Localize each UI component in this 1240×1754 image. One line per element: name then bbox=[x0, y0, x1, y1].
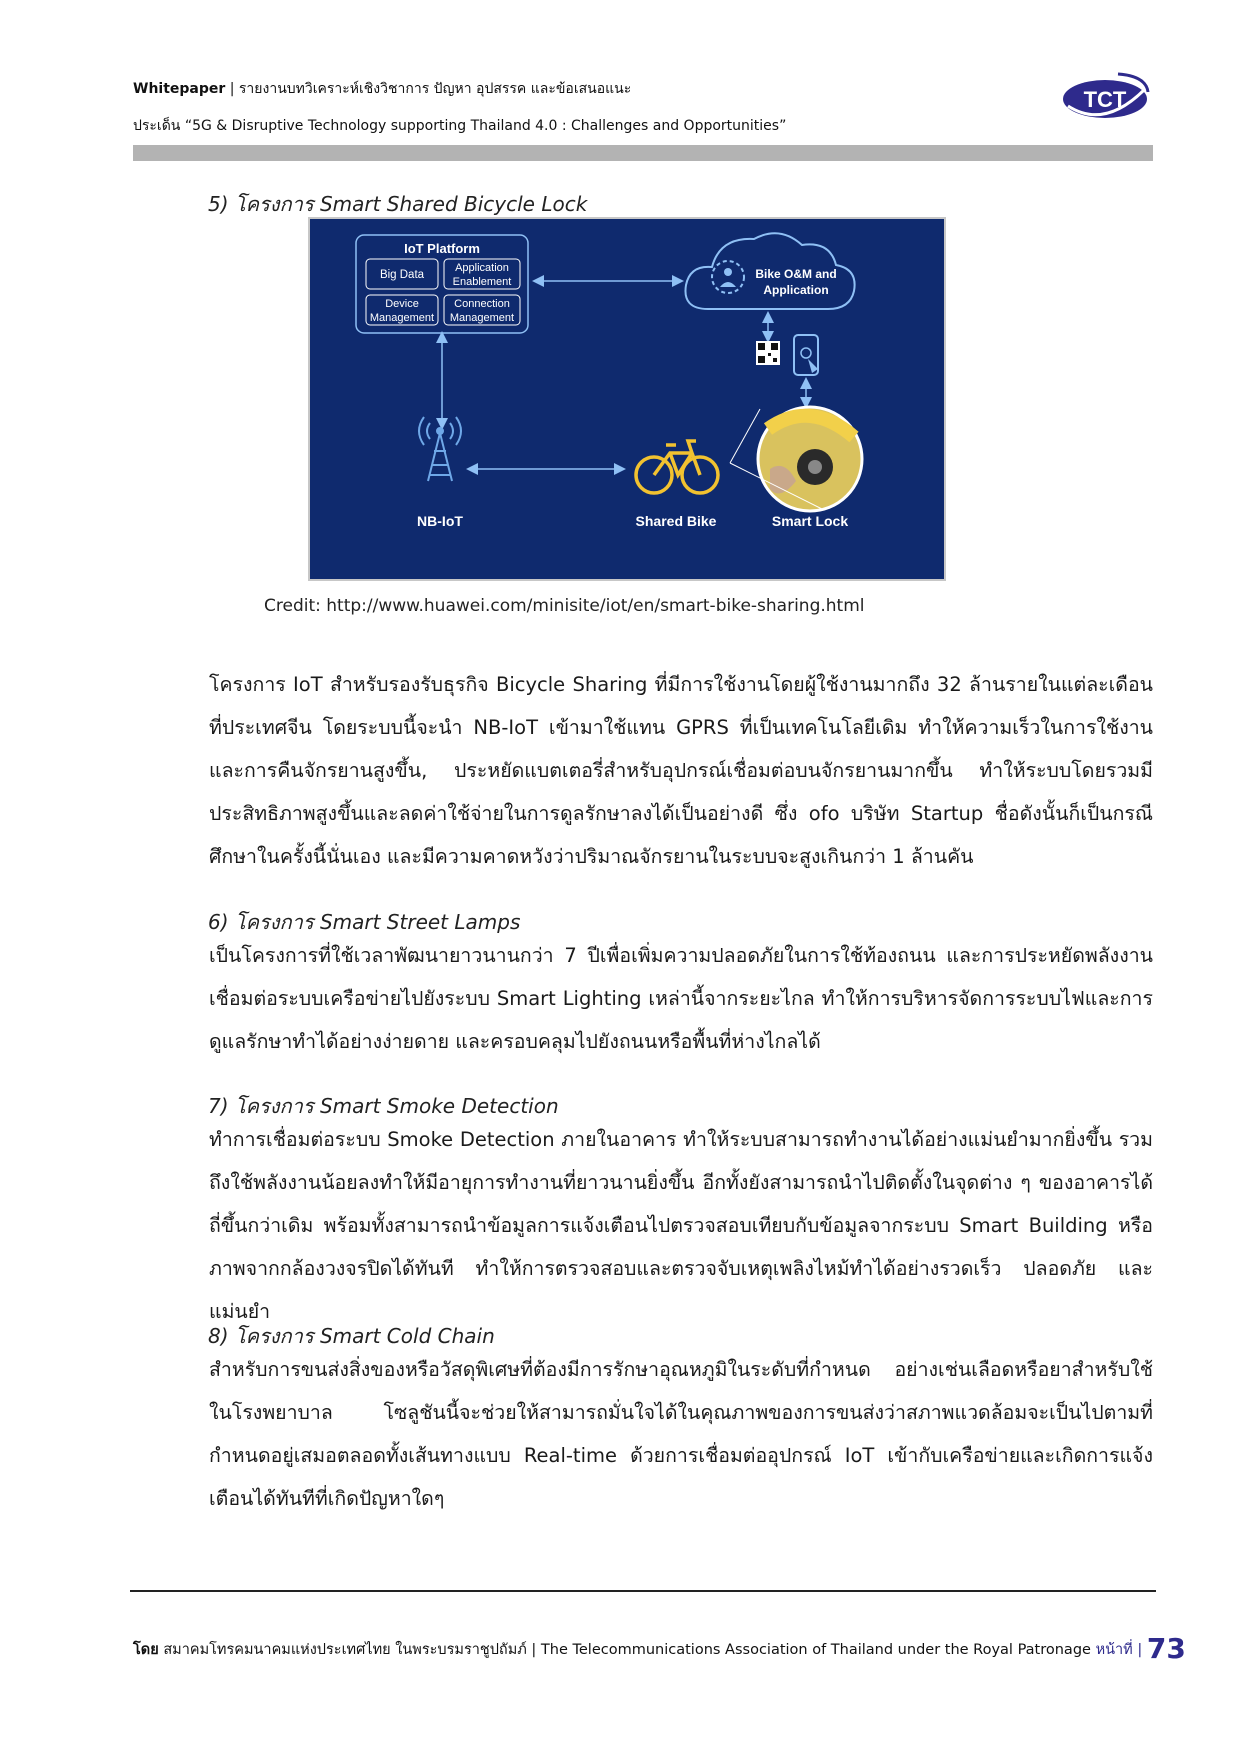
footer-org: สมาคมโทรคมนาคมแห่งประเทศไทย ในพระบรมราชูปถัมภ์ | The Telecommunications Association of Thailand under the Royal Patronage bbox=[163, 1642, 1091, 1658]
big-data-label: Big Data bbox=[379, 269, 425, 281]
diagram-canvas bbox=[310, 219, 944, 579]
footer-page-separator: | bbox=[1137, 1642, 1143, 1658]
app-enablement-label-1: Application bbox=[455, 262, 509, 274]
doc-type: Whitepaper bbox=[133, 81, 226, 97]
qr-code-icon bbox=[756, 341, 780, 365]
section-5-paragraph: โครงการ IoT สำหรับรองรับธุรกิจ Bicycle Sharing ที่มีการใช้งานโดยผู้ใช้งานมากถึง 32 ล้านรายในแต่ละเดือนที่ประเทศจีน โดยระบบนี้จะนำ NB-IoT เข้ามาใช้แทน GPRS ที่เป็นเทคโนโลยีเดิม ทำให้ความเร็วในการใช้งานและการคืนจักรยานสูงขึ้น, ประหยัดแบตเตอรี่สำหรับอุปกรณ์เชื่อมต่อบนจักรยานมากขึ้น ทำให้ระบบโดยรวมมีประสิทธิภาพสูงขึ้นและลดค่าใช้จ่ายในการดูลรักษาลงได้เป็นอย่างดี ซึ่ง ofo บริษัท Startup ชื่อดังนั้นก็เป็นกรณีศึกษาในครั้งนี้นั่นเอง และมีความคาดหวังว่าปริมาณจักรยานในระบบจะสูงเกินกว่า 1 ล้านคัน bbox=[209, 673, 1153, 868]
header-divider-bar bbox=[133, 145, 1153, 161]
section-6-paragraph: เป็นโครงการที่ใช้เวลาพัฒนายาวนานกว่า 7 ปีเพื่อเพิ่มความปลอดภัยในการใช้ท้องถนน และการประหยัดพลังงาน เชื่อมต่อระบบเครือข่ายไปยังระบบ Smart Lighting เหล่านี้จากระยะไกล ทำให้การบริหารจัดการระบบไฟและการดูแลรักษาทำได้อย่างง่ายดาย และครอบคลุมไปยังถนนหรือพื้นที่ห่างไกลได้ bbox=[209, 944, 1153, 1053]
connection-mgmt-label-2: Management bbox=[449, 312, 515, 324]
nbiot-label: NB-IoT bbox=[417, 513, 463, 529]
bike-icon bbox=[636, 441, 718, 493]
doc-subtitle: | รายงานบทวิเคราะห์เชิงวิชาการ ปัญหา อุปสรรค และข้อเสนอแนะ bbox=[229, 81, 632, 97]
footer-by: โดย bbox=[133, 1642, 159, 1658]
app-enablement-label-2: Enablement bbox=[452, 276, 512, 288]
shared-bike-label: Shared Bike bbox=[635, 513, 717, 529]
smart-lock-label: Smart Lock bbox=[771, 513, 849, 529]
nbiot-tower-icon bbox=[419, 417, 461, 481]
user-icon bbox=[724, 268, 732, 276]
footer-page-label: หน้าที่ bbox=[1095, 1642, 1133, 1658]
cloud-label-1: Bike O&M and bbox=[755, 267, 837, 281]
section-8-heading: 8) โครงการ Smart Cold Chain bbox=[208, 1324, 495, 1348]
footer-page-number: 73 bbox=[1146, 1632, 1186, 1665]
figure-credit: Credit: http://www.huawei.com/minisite/iot/en/smart-bike-sharing.html bbox=[264, 596, 865, 616]
phone-tap-icon bbox=[794, 335, 818, 375]
iot-platform-title: IoT Platform bbox=[404, 241, 480, 256]
smart-bike-diagram bbox=[308, 217, 946, 581]
lock-pointer-line-1 bbox=[730, 409, 760, 463]
smart-lock-photo bbox=[758, 407, 862, 511]
device-mgmt-label-1: Device bbox=[385, 298, 419, 310]
section-8-paragraph: สำหรับการขนส่งสิ่งของหรือวัสดุพิเศษที่ต้องมีการรักษาอุณหภูมิในระดับที่กำหนด อย่างเช่นเลือดหรือยาสำหรับใช้ในโรงพยาบาล โซลูชันนี้จะช่วยให้สามารถมั่นใจได้ในคุณภาพของการขนส่งว่าสภาพแวดล้อมจะเป็นไปตามที่กำหนดอยู่เสมอตลอดทั้งเส้นทางแบบ Real-time ด้วยการเชื่อมต่ออุปกรณ์ IoT เข้ากับเครือข่ายและเกิดการแจ้งเตือนได้ทันทีที่เกิดปัญหาใดๆ bbox=[209, 1358, 1153, 1510]
cloud-label-2: Application bbox=[763, 283, 829, 297]
section-5-heading: 5) โครงการ Smart Shared Bicycle Lock bbox=[208, 192, 588, 216]
section-7-paragraph: ทำการเชื่อมต่อระบบ Smoke Detection ภายในอาคาร ทำให้ระบบสามารถทำงานได้อย่างแม่นยำมากยิ่งขึ้น รวมถึงใช้พลังงานน้อยลงทำให้มีอายุการทำงานที่ยาวนานยิ่งขึ้น อีกทั้งยังสามารถนำไปติดตั้งในจุดต่าง ๆ ของอาคารได้ถี่ขึ้นกว่าเดิม พร้อมทั้งสามารถนำข้อมูลการแจ้งเตือนไปตรวจสอบเทียบกับข้อมูลจากระบบ Smart Building หรือภาพจากกล้องวงจรปิดได้ทันที ทำให้การตรวจสอบและตรวจจับเหตุเพลิงไหม้ทำได้อย่างรวดเร็ว ปลอดภัย และแม่นยำ bbox=[209, 1128, 1153, 1323]
device-mgmt-label-2: Management bbox=[369, 312, 435, 324]
section-6-heading: 6) โครงการ Smart Street Lamps bbox=[208, 910, 521, 934]
logo-text: TCT bbox=[1083, 87, 1127, 112]
connection-mgmt-label-1: Connection bbox=[454, 298, 510, 310]
footer-divider bbox=[130, 1590, 1156, 1592]
doc-topic: ประเด็น “5G & Disruptive Technology supporting Thailand 4.0 : Challenges and Opportunities” bbox=[133, 118, 787, 134]
gear-icon bbox=[712, 261, 744, 293]
tct-logo bbox=[1058, 70, 1152, 124]
page-footer bbox=[133, 1632, 1186, 1665]
section-7-heading: 7) โครงการ Smart Smoke Detection bbox=[208, 1094, 559, 1118]
